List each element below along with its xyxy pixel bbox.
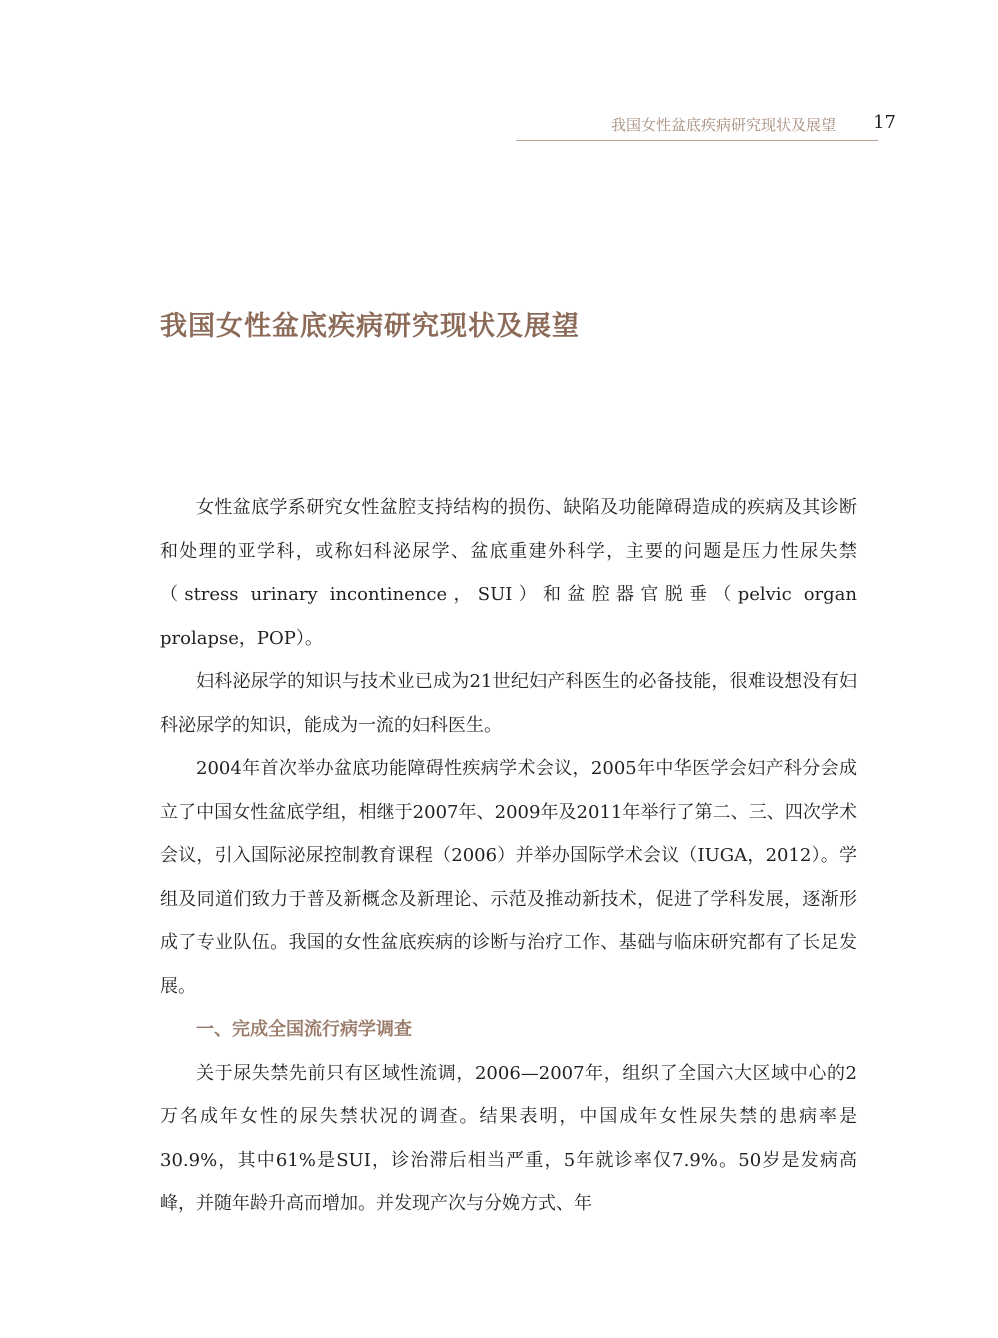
paragraph-epidemiology: 关于尿失禁先前只有区域性流调，2006—2007年，组织了全国六大区域中心的2万名成年女性的尿失禁状况的调查。结果表明，中国成年女性尿失禁的患病率是30.9%，其中61%是SUI，诊治滞后相当严重，5年就诊率仅7.9%。50岁是发病高峰，并随年龄升高而增加。并发现产次与分娩方式、年 — [160, 1062, 857, 1214]
paragraph-history: 2004年首次举办盆底功能障碍性疾病学术会议，2005年中华医学会妇产科分会成立了中国女性盆底学组，相继于2007年、2009年及2011年举行了第二、三、四次学术会议，引入国际泌尿控制教育课程（2006）并举办国际学术会议（IUGA，2012）。学组及同道们致力于普及新概念及新理论、示范及推动新技术，促进了学科发展，逐渐形成了专业队伍。我国的女性盆底疾病的诊断与治疗工作、基础与临床研究都有了长足发展。 — [160, 758, 857, 997]
running-header — [516, 112, 896, 142]
paragraph-intro: 女性盆底学系研究女性盆腔支持结构的损伤、缺陷及功能障碍造成的疾病及其诊断和处理的亚学科，或称妇科泌尿学、盆底重建外科学，主要的问题是压力性尿失禁（stress urinary incontinence，SUI）和盆腔器官脱垂（pelvic organ prolapse，POP）。 — [160, 497, 857, 649]
chapter-title: 我国女性盆底疾病研究现状及展望 — [160, 311, 580, 342]
body-text — [160, 486, 857, 1226]
section-heading: 一、完成全国流行病学调查 — [196, 1019, 412, 1040]
running-title: 我国女性盆底疾病研究现状及展望 — [610, 116, 836, 134]
page-number: 17 — [873, 112, 896, 133]
header-rule — [516, 140, 878, 141]
paragraph-urogynecology: 妇科泌尿学的知识与技术业已成为21世纪妇产科医生的必备技能，很难设想没有妇科泌尿学的知识，能成为一流的妇科医生。 — [160, 671, 857, 736]
